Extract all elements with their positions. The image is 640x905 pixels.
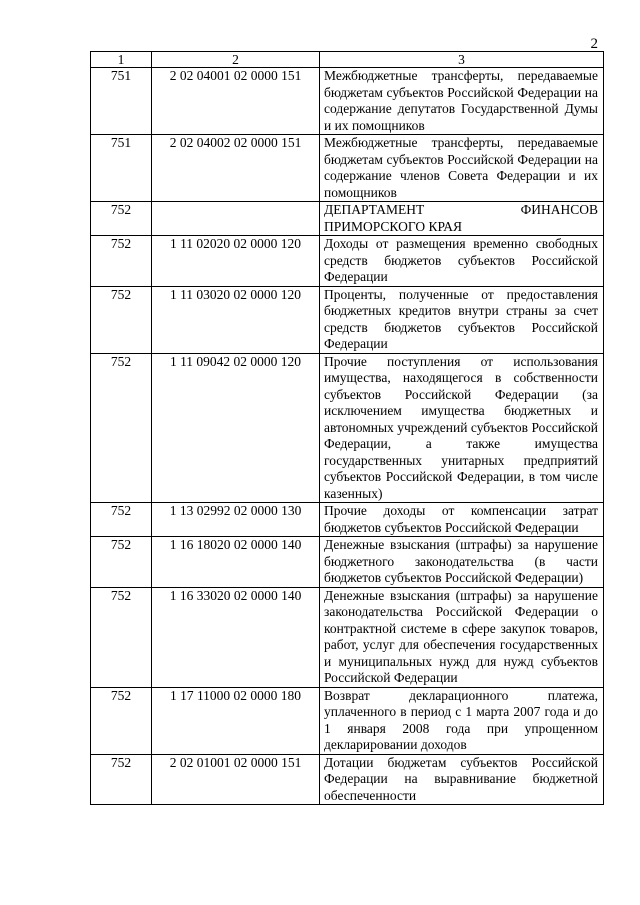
budget-code-cell: 1 11 02020 02 0000 120 [152,236,320,287]
table-row [91,503,604,537]
column-header-2: 2 [152,52,320,68]
revenue-name-cell: Денежные взыскания (штрафы) за нарушение законодательства Российской Федерации о контрактной системе в сфере закупок товаров, работ, услуг для обеспечения государственных и муниципальных нужд для нужд субъектов Российской Федерации [320,587,604,687]
table-row [91,687,604,754]
admin-code-cell: 752 [91,202,152,236]
revenue-name-cell: Проценты, полученные от предоставления бюджетных кредитов внутри страны за счет средств бюджетов субъектов Российской Федерации [320,286,604,353]
revenue-name-cell: Межбюджетные трансферты, передаваемые бюджетам субъектов Российской Федерации на содержание членов Совета Федерации и их помощников [320,135,604,202]
revenue-name-cell: Дотации бюджетам субъектов Российской Федерации на выравнивание бюджетной обеспеченности [320,754,604,805]
admin-code-cell: 752 [91,587,152,687]
table-row [91,68,604,135]
admin-code-cell: 752 [91,754,152,805]
admin-code-cell: 752 [91,537,152,588]
admin-code-cell: 752 [91,353,152,503]
page-number: 2 [590,36,598,52]
budget-code-cell: 1 13 02992 02 0000 130 [152,503,320,537]
admin-code-cell: 752 [91,236,152,287]
revenue-name-cell: Прочие доходы от компенсации затрат бюджетов субъектов Российской Федерации [320,503,604,537]
table-header-row [91,52,604,68]
budget-code-cell: 1 16 18020 02 0000 140 [152,537,320,588]
table-row [91,353,604,503]
admin-code-cell: 752 [91,687,152,754]
admin-code-cell: 752 [91,503,152,537]
table-row [91,587,604,687]
budget-code-cell: 2 02 04002 02 0000 151 [152,135,320,202]
table-row [91,286,604,353]
budget-code-cell: 1 11 03020 02 0000 120 [152,286,320,353]
revenue-name-cell: Денежные взыскания (штрафы) за нарушение бюджетного законодательства (в части бюджетов субъектов Российской Федерации) [320,537,604,588]
table-body [91,52,604,805]
department-name-cell: ДЕПАРТАМЕНТ ФИНАНСОВ ПРИМОРСКОГО КРАЯ [320,202,604,236]
table-row [91,135,604,202]
budget-code-cell: 2 02 04001 02 0000 151 [152,68,320,135]
revenue-name-cell: Возврат декларационного платежа, уплаченного в период с 1 марта 2007 года и до 1 января 2008 года при упрощенном декларировании доходов [320,687,604,754]
budget-code-cell: 1 17 11000 02 0000 180 [152,687,320,754]
budget-code-cell: 1 16 33020 02 0000 140 [152,587,320,687]
admin-code-cell: 751 [91,135,152,202]
budget-code-cell: 1 11 09042 02 0000 120 [152,353,320,503]
admin-code-cell: 751 [91,68,152,135]
table-row [91,537,604,588]
revenue-name-cell: Доходы от размещения временно свободных средств бюджетов субъектов Российской Федерации [320,236,604,287]
admin-code-cell: 752 [91,286,152,353]
revenue-name-cell: Прочие поступления от использования имущества, находящегося в собственности субъектов Российской Федерации (за исключением имущества бюджетных и автономных учреждений субъектов Российской Федерации, а также имущества государственных унитарных предприятий субъектов Российской Федерации, в том числе казенных) [320,353,604,503]
table-row [91,236,604,287]
budget-code-cell [152,202,320,236]
table-row [91,202,604,236]
revenue-name-cell: Межбюджетные трансферты, передаваемые бюджетам субъектов Российской Федерации на содержание депутатов Государственной Думы и их помощников [320,68,604,135]
budget-code-cell: 2 02 01001 02 0000 151 [152,754,320,805]
column-header-3: 3 [320,52,604,68]
table-row [91,754,604,805]
revenue-classification-table [90,51,604,805]
column-header-1: 1 [91,52,152,68]
